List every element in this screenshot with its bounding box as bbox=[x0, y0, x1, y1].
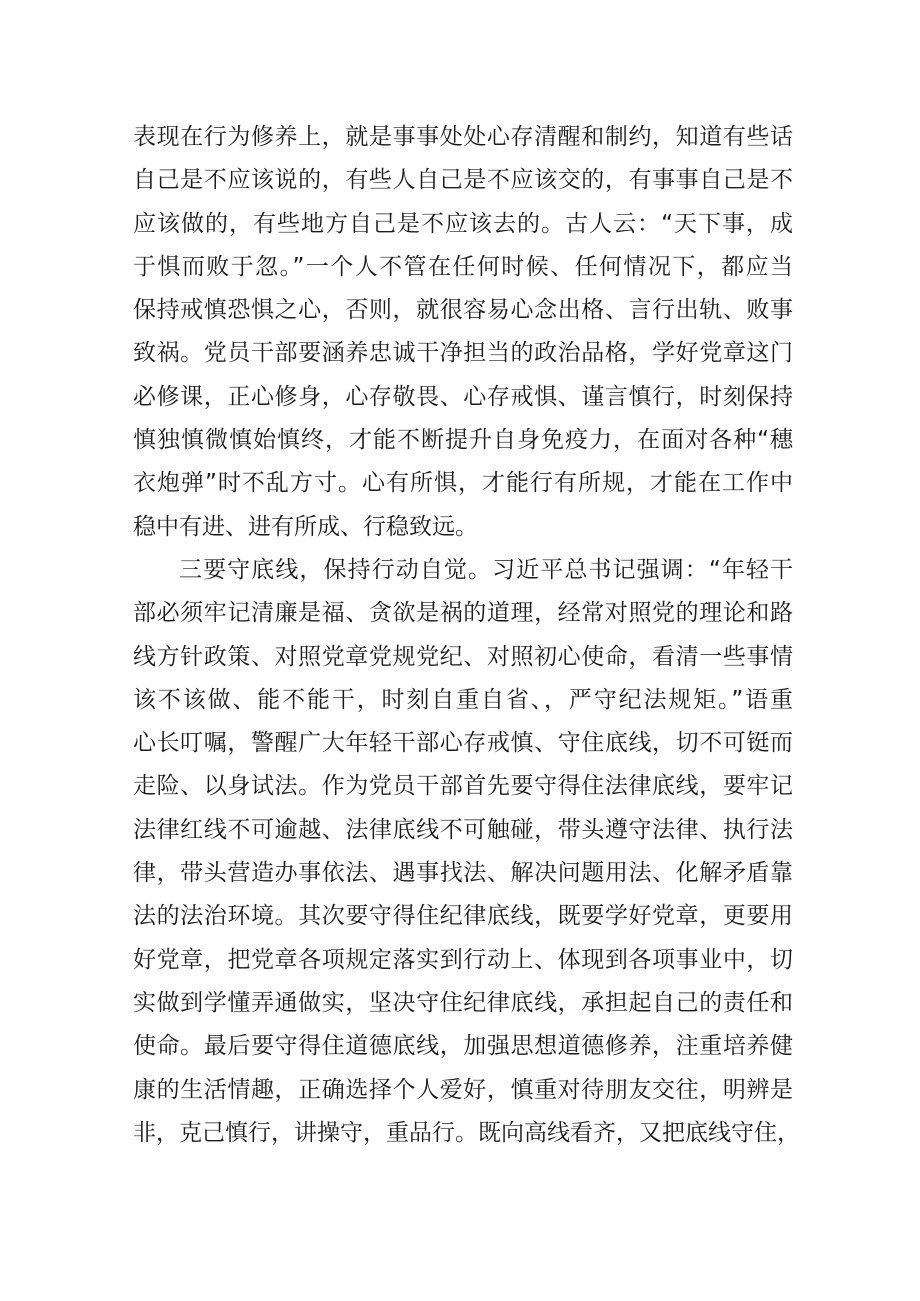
text-line: 保持戒慎恐惧之心，否则，就很容易心念出格、言行出轨、败事 bbox=[133, 297, 793, 324]
text-line: 慎独慎微慎始慎终，才能不断提升自身免疫力，在面对各种“穗 bbox=[133, 427, 793, 454]
document-body bbox=[133, 116, 800, 1155]
text-line: 非，克己慎行，讲操守，重品行。既向高线看齐，又把底线守住， bbox=[133, 1119, 800, 1146]
text-line: 表现在行为修养上，就是事事处处心存清醒和制约，知道有些话 bbox=[133, 124, 793, 150]
text-line: 康的生活情趣，正确选择个人爱好，慎重对待朋友交往，明辨是 bbox=[133, 1076, 793, 1103]
text-line: 致祸。党员干部要涵养忠诚干净担当的政治品格，学好党章这门 bbox=[133, 340, 793, 367]
text-line: 律，带头营造办事依法、遇事找法、解决问题用法、化解矛盾靠 bbox=[133, 860, 793, 887]
paragraph-1 bbox=[133, 116, 793, 549]
text-line: 法的法治环境。其次要守得住纪律底线，既要学好党章，更要用 bbox=[133, 903, 793, 930]
text-line: 必修课，正心修身，心存敬畏、心存戒惧、谨言慎行，时刻保持 bbox=[133, 383, 793, 410]
text-line: 法律红线不可逾越、法律底线不可触碰，带头遵守法律、执行法 bbox=[133, 816, 793, 843]
paragraph-2 bbox=[133, 549, 800, 1155]
text-line: 三要守底线，保持行动自觉。习近平总书记强调：“年轻干 bbox=[179, 556, 793, 583]
text-line: 实做到学懂弄通做实，坚决守住纪律底线，承担起自己的责任和 bbox=[133, 989, 793, 1016]
text-line: 该不该做、能不能干，时刻自重自省、，严守纪法规矩。”语重 bbox=[133, 686, 793, 713]
text-line: 好党章，把党章各项规定落实到行动上、体现到各项事业中，切 bbox=[133, 946, 793, 973]
text-line: 应该做的，有些地方自己是不应该去的。古人云：“天下事，成 bbox=[133, 210, 793, 237]
text-line: 使命。最后要守得住道德底线，加强思想道德修养，注重培养健 bbox=[133, 1033, 793, 1060]
text-line: 心长叮嘱，警醒广大年轻干部心存戒慎、守住底线，切不可铤而 bbox=[133, 730, 793, 757]
text-line: 走险、以身试法。作为党员干部首先要守得住法律底线，要牢记 bbox=[133, 773, 793, 800]
text-line: 于惧而败于忽。”一个人不管在任何时候、任何情况下，都应当 bbox=[133, 253, 793, 280]
text-line: 部必须牢记清廉是福、贪欲是祸的道理，经常对照党的理论和路 bbox=[133, 600, 793, 627]
text-line: 线方针政策、对照党章党规党纪、对照初心使命，看清一些事情 bbox=[133, 643, 793, 670]
text-line: 自己是不应该说的，有些人自己是不应该交的，有事事自己是不 bbox=[133, 167, 793, 194]
text-line: 稳中有进、进有所成、行稳致远。 bbox=[133, 513, 478, 540]
text-line: 衣炮弹”时不乱方寸。心有所惧，才能行有所规，才能在工作中 bbox=[133, 470, 793, 497]
